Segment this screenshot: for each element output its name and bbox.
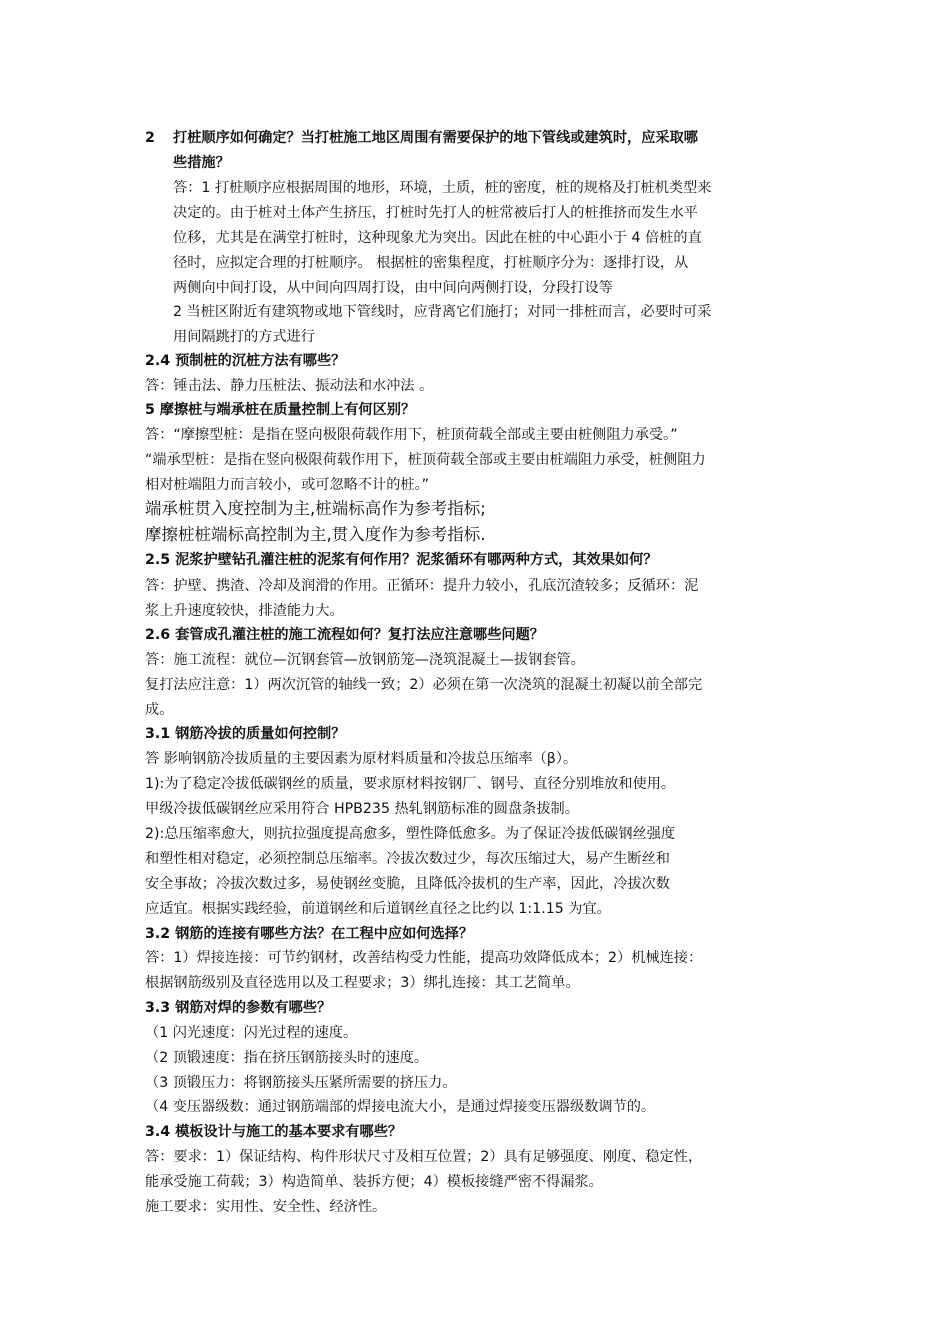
question-title: 些措施？ — [173, 155, 230, 171]
answer-line: 安全事故；冷拔次数过多，易使钢丝变脆，且降低冷拔机的生产率，因此，冷拔次数 — [145, 876, 670, 892]
answer-line: 答：施工流程：就位—沉钢套管—放钢筋笼—浇筑混凝土—拔钢套管。 — [145, 652, 585, 668]
question-title: 3.3 钢筋对焊的参数有哪些？ — [145, 1000, 332, 1016]
answer-line: 施工要求：实用性、安全性、经济性。 — [145, 1199, 387, 1215]
answer-line: 应适宜。根据实践经验，前道钢丝和后道钢丝直径之比约以 1:1.15 为宜。 — [145, 901, 611, 917]
question-title: 3.2 钢筋的连接有哪些方法？在工程中应如何选择？ — [145, 926, 474, 942]
answer-line: 答 影响钢筋冷拔质量的主要因素为原材料质量和冷拔总压缩率（β）。 — [145, 751, 578, 767]
answer-line: 端承桩贯入度控制为主,桩端标高作为参考指标; — [145, 499, 486, 518]
answer-line: 2):总压缩率愈大，则抗拉强度提高愈多，塑性降低愈多。为了保证冷拔低碳钢丝强度 — [145, 826, 676, 842]
answer-line: 径时，应拟定合理的打桩顺序。 根据桩的密集程度，打桩顺序分为：逐排打设，从 — [173, 255, 689, 271]
answer-line: 摩擦桩桩端标高控制为主,贯入度作为参考指标. — [145, 525, 486, 544]
answer-line: 答：“摩擦型桩：是指在竖向极限荷载作用下，桩顶荷载全部或主要由桩侧阻力承受。” — [145, 427, 678, 443]
question-title: 2.4 预制桩的沉桩方法有哪些？ — [145, 353, 346, 369]
answer-line: 答：护壁、携渣、冷却及润滑的作用。正循环：提升力较小，孔底沉渣较多；反循环：泥 — [145, 578, 699, 594]
answer-line: （1 闪光速度：闪光过程的速度。 — [145, 1025, 358, 1041]
answer-line: 复打法应注意：1）两次沉管的轴线一致；2）必须在第一次浇筑的混凝土初凝以前全部完 — [145, 677, 703, 693]
answer-line: （4 变压器级数：通过钢筋端部的焊接电流大小，是通过焊接变压器级数调节的。 — [145, 1099, 656, 1115]
answer-line: 2 当桩区附近有建筑物或地下管线时，应背离它们施打；对同一排桩而言，必要时可采 — [173, 304, 712, 320]
answer-line: 浆上升速度较快，排渣能力大。 — [145, 603, 344, 619]
question-title: 3.4 模板设计与施工的基本要求有哪些？ — [145, 1124, 403, 1140]
answer-line: （2 顶锻速度：指在挤压钢筋接头时的速度。 — [145, 1050, 429, 1066]
answer-line: 位移，尤其是在满堂打桩时，这种现象尤为突出。因此在桩的中心距小于 4 倍桩的直 — [173, 230, 702, 246]
question-number: 2 — [145, 130, 155, 146]
answer-line: 答：1）焊接连接：可节约钢材，改善结构受力性能，提高功效降低成本；2）机械连接： — [145, 950, 703, 966]
answer-line: 用间隔跳打的方式进行 — [173, 329, 315, 345]
answer-line: 答：1 打桩顺序应根据周围的地形，环境，土质，桩的密度，桩的规格及打桩机类型来 — [173, 180, 712, 196]
question-title: 2.6 套管成孔灌注桩的施工流程如何？复打法应注意哪些问题？ — [145, 627, 544, 643]
answer-line: （3 顶锻压力：将钢筋接头压紧所需要的挤压力。 — [145, 1075, 457, 1091]
answer-line: 相对桩端阻力而言较小，或可忽略不计的桩。” — [145, 477, 430, 493]
answer-line: 成。 — [145, 702, 174, 718]
answer-line: 两侧向中间打设，从中间向四周打设，由中间向两侧打设，分段打设等 — [173, 280, 613, 296]
answer-line: 根据钢筋级别及直径选用以及工程要求；3）绑扎连接：其工艺简单。 — [145, 975, 580, 991]
answer-line: “端承型桩：是指在竖向极限荷载作用下，桩顶荷载全部或主要由桩端阻力承受，桩侧阻力 — [145, 452, 706, 468]
answer-line: 能承受施工荷载；3）构造简单、装拆方便；4）模板接缝严密不得漏浆。 — [145, 1174, 603, 1190]
question-title: 2.5 泥浆护壁钻孔灌注桩的泥浆有何作用？泥浆循环有哪两种方式，其效果如何？ — [145, 552, 658, 568]
answer-line: 答：锤击法、静力压桩法、振动法和水冲法 。 — [145, 378, 434, 394]
answer-line: 决定的。由于桩对土体产生挤压，打桩时先打人的桩常被后打人的桩推挤而发生水平 — [173, 205, 698, 221]
question-title: 3.1 钢筋冷拔的质量如何控制？ — [145, 726, 346, 742]
answer-line: 和塑性相对稳定，必须控制总压缩率。冷拔次数过少，每次压缩过大，易产生断丝和 — [145, 851, 670, 867]
answer-line: 1):为了稳定冷拔低碳钢丝的质量，要求原材料按钢厂、钢号、直径分别堆放和使用。 — [145, 776, 676, 792]
answer-line: 甲级冷拔低碳钢丝应采用符合 HPB235 热轧钢筋标准的圆盘条拔制。 — [145, 801, 579, 817]
question-title: 打桩顺序如何确定？当打桩施工地区周围有需要保护的地下管线或建筑时，应采取哪 — [173, 130, 698, 146]
question-title: 5 摩擦桩与端承桩在质量控制上有何区别？ — [145, 402, 416, 418]
answer-line: 答：要求：1）保证结构、构件形状尺寸及相互位置；2）具有足够强度、刚度、稳定性， — [145, 1149, 703, 1165]
